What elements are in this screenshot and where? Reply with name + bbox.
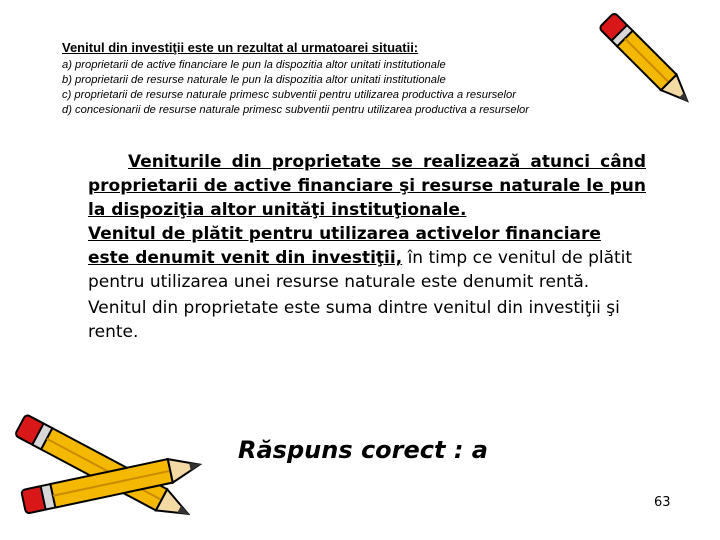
page-number: 63 [654,495,671,510]
explanation-paragraph-1: Veniturile din proprietate se realizează atunci când proprietarii de active financiare şi resurse naturale le pun la dispoziţia altor unităţi instituţionale. [88,152,646,220]
explanation-paragraph-3: Venitul din proprietate este suma dintre venitul din investiţii şi rente. [88,298,620,342]
option-b: b) proprietarii de resurse naturale le pun la dispozitia altor unitati institutionale [62,74,446,86]
option-d: d) concesionarii de resurse naturale primesc subventii pentru utilizarea productiva a resurselor [62,104,529,116]
explanation [88,150,646,344]
question-block [62,40,662,118]
crossed-pencils-icon [2,410,232,540]
question-title: Venitul din investiţii este un rezultat al urmatoarei situatii: [62,40,419,55]
investment-income-definition: Venitul de plătit pentru utilizarea activelor financiare este denumit venit din investiţii, [88,224,601,268]
explanation-paragraph-2 [88,222,646,294]
option-a: a) proprietarii de active financiare le pun la dispozitia altor unitati institutionale [62,59,446,71]
correct-answer: Răspuns corect : a [238,436,488,464]
option-c: c) proprietarii de resurse naturale primesc subventii pentru utilizarea productiva a resurselor [62,89,516,101]
pencil-icon [584,2,714,126]
rent-definition: în timp ce venitul de plătit pentru utilizarea unei resurse naturale este denumit rentă. [88,248,633,292]
